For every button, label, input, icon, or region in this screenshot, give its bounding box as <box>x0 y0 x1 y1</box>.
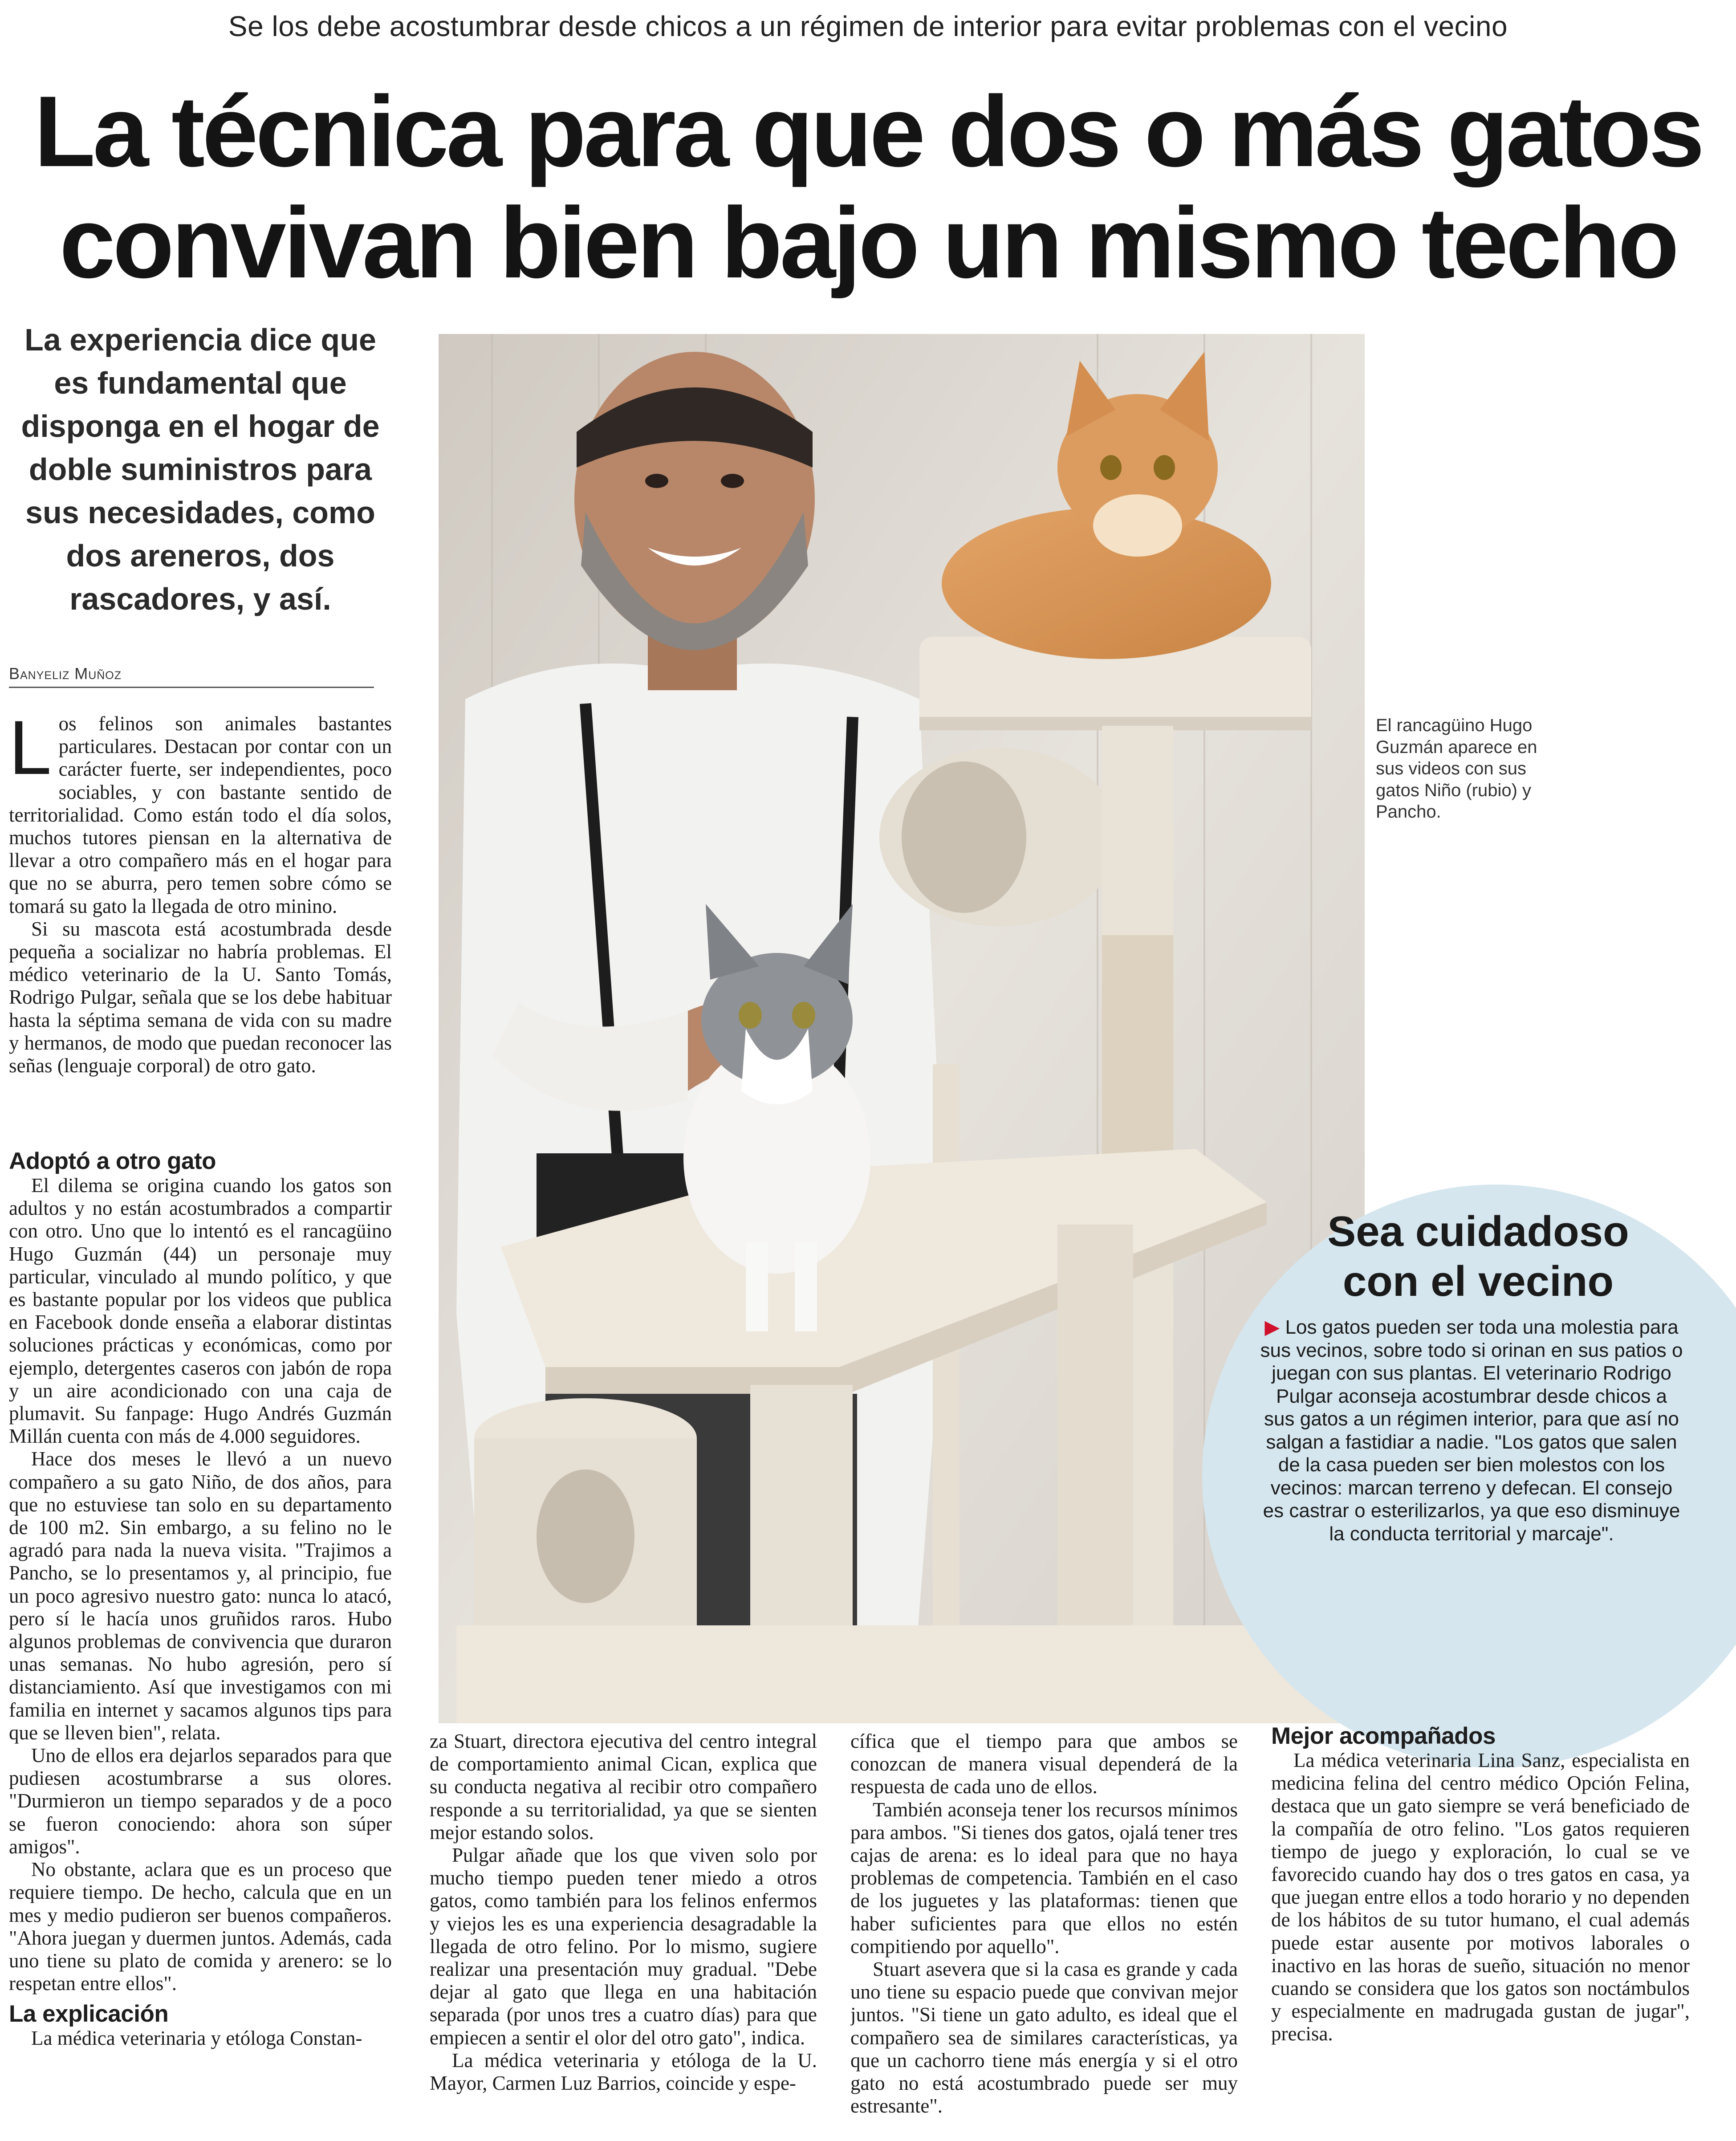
paragraph: Hace dos meses le llevó a un nuevo compañero a su gato Niño, de dos años, para que no estuviese tan solo en su departamento de 100 m2. Sin embargo, a su felino no le agradó para nada la nueva visita. "Trajimos a Pancho, se lo presentamos y, al principio, fue un poco agresivo nuestro gato: nunca lo atacó, pero sí le hacía unos gruñidos raros. Hubo algunos problemas de convivencia que duraron unas semanas. No hubo agresión, pero sí distanciamiento. Así que investigamos con mi familia en internet y sacamos algunos tips para que se lleven bien", relata. <box>9 1448 392 1744</box>
sidebar-title-line-1: Sea cuidadoso <box>1327 1208 1629 1255</box>
paragraph: cífica que el tiempo para que ambos se conozcan de manera visual dependerá de la respuesta de cada uno de ellos. <box>850 1730 1238 1798</box>
headline-line-2: convivan bien bajo un mismo techo <box>59 186 1677 299</box>
article-column-2 <box>430 1730 817 2135</box>
paragraph: La médica veterinaria Lina Sanz, especialista en medicina felina del centro médico Opción Felina, destaca que un gato siempre se verá beneficiado de la compañía de otro felino. "Los gatos requieren tiempo de juego y exploración, lo cual se ve favorecido cuando hay dos o tres gatos en casa, ya que juegan entre ellos a todo horario y no dependen de los hábitos de su tutor humano, el cual además puede estar ausente por motivos laborales o inactivo en las horas de sueño, situación no menor cuando se considera que los gatos son noctámbulos y especialmente en madrugada gustan de jugar", precisa. <box>1271 1749 1690 2045</box>
photo-caption: El rancagüino Hugo Guzmán aparece en sus videos con sus gatos Niño (rubio) y Pancho. <box>1376 716 1537 822</box>
headline <box>0 76 1736 298</box>
subheading: La explicación <box>9 2001 169 2027</box>
byline: Banyeliz Muñoz <box>9 664 374 688</box>
paragraph: Pulgar añade que los que viven solo por mucho tiempo pueden tener miedo a otros gatos, como también para los felinos enfermos y viejos les es una experiencia desagradable la llegada de otro felino. Por lo mismo, sugiere realizar una presentación muy gradual. "Debe dejar al gato que llega en una habitación separada (por unos tres a cuatro días) para que empiecen a sentir el olor del otro gato", indica. <box>430 1844 817 2049</box>
article-column-3 <box>850 1730 1238 2135</box>
kicker: Se los debe acostumbrar desde chicos a un régimen de interior para evitar problemas con el vecino <box>228 10 1508 42</box>
paragraph: La médica veterinaria y etóloga Constan- <box>31 2027 362 2050</box>
sidebar-text: Los gatos pueden ser toda una molestia para sus vecinos, sobre todo si orinan en sus patios o juegan con sus plantas. El veterinario Rodrigo Pulgar aconseja acostumbrar desde chicos a sus gatos a un régimen interior, para que así no salgan a fastidiar a nadie. "Los gatos que salen de la casa pueden ser bien molestos con los vecinos: marcan terreno y defecan. El consejo es castrar o esterilizarlos, ya que eso disminuye la conducta territorial y marcaje". <box>1260 1316 1683 1545</box>
sidebar-body <box>1260 1316 1683 1545</box>
paragraph: Uno de ellos era dejarlos separados para que pudiesen acostumbrarse a sus olores. "Durmieron un tiempo separados y de a poco se fueron conociendo: ahora son súper amigos". <box>9 1744 392 1858</box>
article-column-4 <box>1271 1723 1690 2135</box>
lead-paragraph: La experiencia dice que es fundamental que disponga en el hogar de doble suministros para sus necesidades, como dos areneros, dos rascadores, y así. <box>21 322 380 616</box>
paragraph: El dilema se origina cuando los gatos son adultos y no están acostumbrados a compartir con otro. Uno que lo intentó es el rancagüino Hugo Guzmán (44) un personaje muy particular, vinculado al mundo político, y que es bastante popular por los videos que publica en Facebook donde enseña a elaborar distintas soluciones prácticas y económicas, como por ejemplo, detergentes caseros con jabón de ropa y un aire acondicionado con una caja de plumavit. Su fanpage: Hugo Andrés Guzmán Millán cuenta con más de 4.000 seguidores. <box>9 1174 392 1448</box>
dropcap: L <box>9 712 52 790</box>
triangle-bullet-icon: ▶ <box>1264 1316 1280 1338</box>
article-column-1-top <box>9 712 392 1140</box>
paragraph: La médica veterinaria y etóloga de la U. Mayor, Carmen Luz Barrios, coincide y espe- <box>430 2049 817 2095</box>
paragraph: za Stuart, directora ejecutiva del centro integral de comportamiento animal Cican, explica que su conducta negativa al recibir otro compañero responde a su territorialidad, ya que se sienten mejor estando solos. <box>430 1730 817 1844</box>
subheading: Adoptó a otro gato <box>9 1148 216 1174</box>
paragraph: No obstante, aclara que es un proceso que requiere tiempo. De hecho, calcula que en un mes y medio pudieron ser buenos compañeros. "Ahora juegan y duermen juntos. Además, cada uno tiene su plato de comida y arenero: se lo respetan entre ellos". <box>9 1858 392 1995</box>
subheading: Mejor acompañados <box>1271 1723 1496 1749</box>
paragraph: Stuart asevera que si la casa es grande y cada uno tiene su espacio puede que convivan mejor juntos. "Si tiene un gato adulto, es ideal que el compañero sea de similares características, ya que un cachorro tiene más energía y si el otro gato no está acostumbrado puede ser muy estresante". <box>850 1958 1238 2117</box>
sidebar-title-line-2: con el vecino <box>1342 1258 1614 1305</box>
paragraph: También aconseja tener los recursos mínimos para ambos. "Si tienes dos gatos, ojalá tener tres cajas de arena: es lo ideal para que no haya problemas de competencia. También en el caso de los juguetes y las plataformas: tienen que haber suficientes para que ellos no estén compitiendo por aquello". <box>850 1798 1238 1958</box>
paragraph: os felinos son animales bastantes particulares. Destacan por contar con un carácter fuerte, ser independientes, poco sociables, y con bastante sentido de territorialidad. Como están todo el día solos, muchos tutores piensan en la alternativa de llevar a otro compañero más en el hogar para que no se aburra, pero temen sobre cómo se tomará su gato la llegada de otro minino. <box>9 712 392 917</box>
headline-line-1: La técnica para que dos o más gatos <box>34 75 1702 187</box>
article-column-1 <box>9 1142 392 2135</box>
paragraph: Si su mascota está acostumbrada desde pequeña a socializar no habría problemas. El médico veterinario de la U. Santo Tomás, Rodrigo Pulgar, señala que se los debe habituar hasta la séptima semana de vida con su madre y hermanos, de modo que puedan reconocer las señas (lenguaje corporal) de otro gato. <box>9 917 392 1077</box>
sidebar-title <box>1256 1207 1701 1307</box>
